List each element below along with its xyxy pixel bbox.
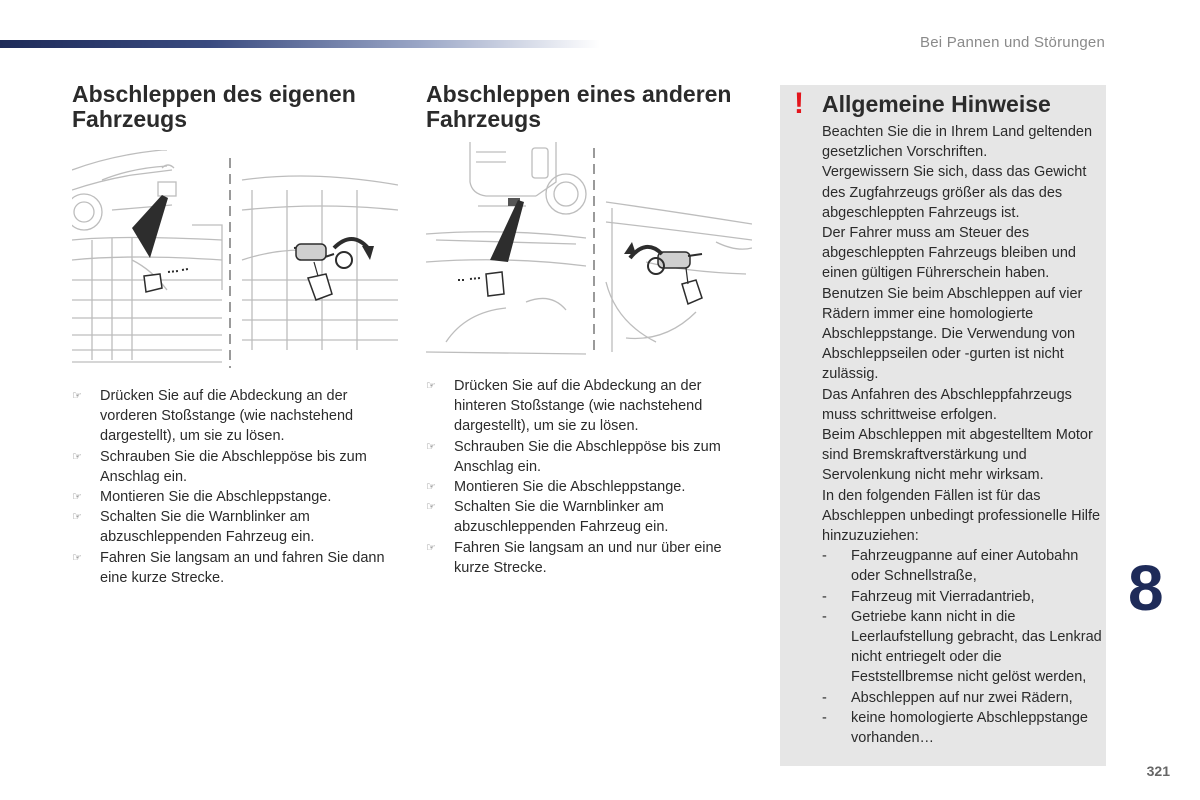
list-item: ☞ Montieren Sie die Abschleppstange. [72,487,392,507]
section-header-title: Bei Pannen und Störungen [920,34,1105,51]
hand-pointer-icon: ☞ [426,481,436,494]
list-item: - Fahrzeugpanne auf einer Autobahn oder Schnellstraße, [822,548,1079,585]
tow-own-steps [72,386,392,588]
list-item: - Fahrzeug mit Vierradantrieb, [822,588,1035,605]
tow-other-steps [426,376,752,578]
list-item: ☞ Fahren Sie langsam an und nur über eine kurze Strecke. [426,539,722,576]
front-bumper-drawing [72,150,398,372]
list-item: ☞ Schrauben Sie die Abschleppöse bis zum Anschlag ein. [426,438,721,475]
list-item: - Getriebe kann nicht in die Leerlaufstellung gebracht, das Lenkrad nicht entriegelt oder die Feststellbremse nicht gelöst werden, [822,608,1102,686]
note-paragraph: Benutzen Sie beim Abschleppen auf vier Rädern immer eine homologierte Abschleppstange. Die Verwendung von Abschleppseilen oder -gurten ist nicht zulässig. [822,285,1083,383]
list-item: ☞ Drücken Sie auf die Abdeckung an der hinteren Stoßstange (wie nachstehend dargestellt), um sie zu lösen. [426,378,703,435]
note-paragraph: In den folgenden Fällen ist für das Abschleppen unbedingt professionelle Hilfe hinzuzuziehen: [822,487,1101,545]
header-accent-bar [0,40,600,48]
list-item: ☞ Drücken Sie auf die Abdeckung an der vorderen Stoßstange (wie nachstehend dargestellt), um sie zu lösen. [72,388,354,445]
rear-bumper-illustration [426,142,752,358]
hand-pointer-icon: ☞ [72,551,82,564]
general-notes-title: Allgemeine Hinweise [822,91,1051,117]
hand-pointer-icon: ☞ [426,440,436,453]
hand-pointer-icon: ☞ [426,380,436,392]
column-tow-other-vehicle [426,82,756,132]
chapter-number: 8 [1128,552,1164,624]
list-item: ☞ Schalten Sie die Warnblinker am abzuschleppenden Fahrzeug ein. [426,499,669,536]
list-item: - Abschleppen auf nur zwei Rädern, [822,689,1073,706]
hand-pointer-icon: ☞ [426,541,436,554]
general-notes-box [780,85,1106,766]
tow-own-title: Abschleppen des eigenen Fahrzeugs [72,81,356,132]
list-item: ☞ Montieren Sie die Abschleppstange. [426,477,752,497]
hand-pointer-icon: ☞ [426,501,436,514]
general-notes-body [822,122,1104,748]
list-item: - keine homologierte Abschleppstange vorhanden… [822,709,1088,747]
note-paragraph: Der Fahrer muss am Steuer des abgeschleppten Fahrzeugs bleiben und einen gültigen Führerschein haben. [822,225,1076,282]
professional-help-list [822,546,1104,748]
note-paragraph: Beim Abschleppen mit abgestelltem Motor sind Bremskraftverstärkung und Servolenkung nicht mehr wirksam. [822,427,1093,484]
hand-pointer-icon: ☞ [72,390,82,402]
rear-bumper-drawing [426,142,752,358]
tow-other-title: Abschleppen eines anderen Fahrzeugs [426,81,732,132]
list-item: ☞ Schrauben Sie die Abschleppöse bis zum Anschlag ein. [72,448,367,485]
note-paragraph: Das Anfahren des Abschleppfahrzeugs muss schrittweise erfolgen. [822,386,1072,423]
hand-pointer-icon: ☞ [72,450,82,463]
note-paragraph: Vergewissern Sie sich, dass das Gewicht des Zugfahrzeugs größer als das des abgeschleppten Fahrzeugs ist. [822,164,1087,221]
column-tow-own-vehicle [72,82,402,132]
page-number: 321 [1146,763,1170,779]
hand-pointer-icon: ☞ [72,491,82,504]
warning-exclamation-icon: ! [794,87,804,120]
hand-pointer-icon: ☞ [72,511,82,524]
note-paragraph: Beachten Sie die in Ihrem Land geltenden gesetzlichen Vorschriften. [822,124,1093,161]
list-item: ☞ Fahren Sie langsam an und fahren Sie dann eine kurze Strecke. [72,549,385,586]
list-item: ☞ Schalten Sie die Warnblinker am abzuschleppenden Fahrzeug ein. [72,509,315,546]
front-bumper-illustration [72,150,398,372]
